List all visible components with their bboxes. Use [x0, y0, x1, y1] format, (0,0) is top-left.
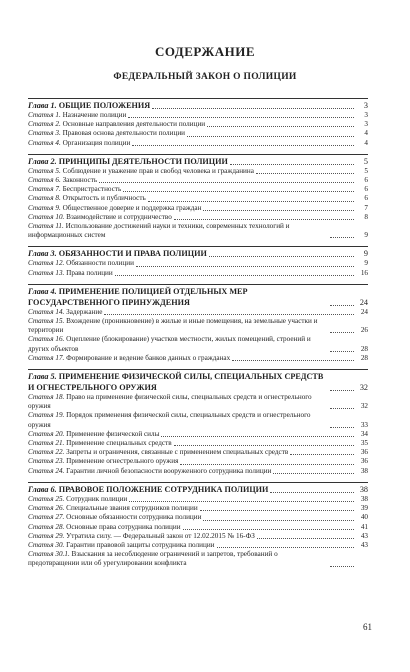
- dot-leader: [203, 210, 354, 211]
- toc-article-label: [28, 550, 328, 568]
- article-title: Утратила силу. — Федеральный закон от 12.02.2015 № 16-ФЗ: [66, 531, 255, 540]
- article-page-number: 41: [360, 522, 368, 531]
- article-page-number: 6: [364, 176, 368, 185]
- toc-article-row[interactable]: [28, 176, 368, 185]
- article-title: Оцепление (блокирование) участков местности, жилых помещений, строений и других объектов: [28, 335, 311, 353]
- toc-article-label: [28, 185, 121, 194]
- toc-article-label: [28, 129, 185, 138]
- toc-article-label: [28, 204, 201, 213]
- article-page-number: 26: [360, 326, 368, 335]
- article-page-number: 36: [360, 457, 368, 466]
- toc-article-label: [28, 541, 215, 550]
- article-page-number: 28: [360, 344, 368, 353]
- article-prefix: Статья 3.: [28, 129, 61, 138]
- article-page-number: 38: [360, 466, 368, 475]
- toc-article-label: [28, 111, 126, 120]
- dot-leader: [209, 256, 354, 257]
- article-title: Право на применение физической силы, специальных средств и огнестрельного оружия: [28, 393, 312, 411]
- article-title: Применение специальных средств: [66, 439, 172, 448]
- toc-article-label: [28, 194, 146, 203]
- article-title: Законность: [62, 176, 98, 185]
- toc-article-label: [28, 467, 271, 476]
- dot-leader: [330, 351, 354, 352]
- article-page-number: 43: [360, 540, 368, 549]
- chapter-prefix: Глава 3.: [28, 249, 57, 259]
- article-page-number: 3: [364, 111, 368, 119]
- toc-article-label: [28, 523, 181, 532]
- dot-leader: [148, 201, 354, 202]
- article-prefix: Статья 23.: [28, 457, 65, 466]
- toc-article-row[interactable]: [28, 111, 368, 120]
- dot-leader: [128, 117, 354, 118]
- toc-chapter-section: [28, 284, 368, 363]
- toc-article-label: [28, 532, 255, 541]
- toc-chapter-row[interactable]: [28, 156, 368, 167]
- dot-leader: [330, 305, 354, 306]
- toc-article-label: [28, 335, 328, 353]
- toc-article-row[interactable]: [28, 335, 368, 353]
- article-title: Задержание: [66, 307, 103, 316]
- article-page-number: 43: [360, 531, 368, 540]
- article-title: Правовая основа деятельности полиции: [62, 129, 186, 138]
- article-title: Взаимодействие и сотрудничество: [66, 212, 172, 221]
- toc-article-row[interactable]: [28, 139, 368, 148]
- article-prefix: Статья 17.: [28, 353, 65, 362]
- dot-leader: [132, 145, 354, 146]
- dot-leader: [330, 427, 354, 428]
- article-page-number: 36: [360, 448, 368, 457]
- toc-article-label: [28, 430, 159, 439]
- dot-leader: [200, 510, 354, 511]
- toc-article-row[interactable]: [28, 167, 368, 176]
- toc-article-row[interactable]: [28, 259, 368, 268]
- toc-article-row[interactable]: [28, 222, 368, 240]
- article-page-number: 6: [364, 185, 368, 194]
- article-page-number: 6: [364, 194, 368, 203]
- dot-leader: [273, 473, 354, 474]
- dot-leader: [330, 566, 354, 567]
- toc-chapter-label: [28, 484, 268, 495]
- toc-chapter-label: [28, 371, 328, 393]
- article-title: Основные направления деятельности полиции: [62, 120, 206, 129]
- toc-article-label: [28, 259, 134, 268]
- article-prefix: Статья 9.: [28, 203, 61, 212]
- toc-article-label: [28, 504, 198, 513]
- article-prefix: Статья 30.: [28, 540, 65, 549]
- toc-article-label: [28, 120, 205, 129]
- article-page-number: 39: [360, 504, 368, 513]
- article-page-number: 4: [364, 129, 368, 138]
- dot-leader: [257, 538, 354, 539]
- dot-leader: [174, 219, 354, 220]
- article-title: Взыскания за несоблюдение ограничений и запретов, требований о предотвращении или об урегулировании конфликта: [28, 550, 278, 568]
- toc-article-row[interactable]: [28, 317, 368, 335]
- toc-article-label: [28, 222, 328, 240]
- dot-leader: [203, 520, 354, 521]
- toc-article-label: [28, 269, 113, 278]
- article-title: Общественное доверие и поддержка граждан: [62, 203, 202, 212]
- article-prefix: Статья 2.: [28, 120, 61, 129]
- dot-leader: [330, 408, 354, 409]
- article-prefix: Статья 19.: [28, 411, 65, 420]
- article-prefix: Статья 12.: [28, 259, 65, 268]
- article-title: Гарантии личной безопасности вооруженного сотрудника полиции: [66, 466, 272, 475]
- article-prefix: Статья 22.: [28, 448, 65, 457]
- article-prefix: Статья 5.: [28, 166, 61, 175]
- toc-article-row[interactable]: [28, 430, 368, 439]
- toc-article-row[interactable]: [28, 513, 368, 522]
- article-page-number: 7: [364, 203, 368, 212]
- article-title: Сотрудник полиции: [66, 494, 128, 503]
- chapter-title: ПРИНЦИПЫ ДЕЯТЕЛЬНОСТИ ПОЛИЦИИ: [58, 156, 228, 166]
- article-title: Основные права сотрудника полиции: [66, 522, 181, 531]
- article-title: Гарантии правовой защиты сотрудника полиции: [66, 540, 215, 549]
- article-page-number: 28: [360, 353, 368, 362]
- article-page-number: 40: [360, 513, 368, 522]
- dot-leader: [152, 108, 354, 109]
- article-page-number: 32: [360, 402, 368, 411]
- dot-leader: [161, 436, 354, 437]
- article-title: Применение физической силы: [66, 429, 160, 438]
- article-title: Специальные звания сотрудников полиции: [66, 504, 198, 513]
- toc-chapter-section: [28, 246, 368, 277]
- dot-leader: [230, 164, 354, 165]
- chapter-prefix: Глава 5.: [28, 372, 57, 382]
- article-prefix: Статья 10.: [28, 212, 65, 221]
- toc-article-row[interactable]: [28, 354, 368, 363]
- toc-article-label: [28, 513, 201, 522]
- toc-article-label: [28, 213, 172, 222]
- article-title: Обязанности полиции: [66, 259, 134, 268]
- dot-leader: [183, 529, 354, 530]
- article-prefix: Статья 28.: [28, 522, 65, 531]
- toc-article-row[interactable]: [28, 185, 368, 194]
- article-prefix: Статья 16.: [28, 335, 65, 344]
- toc-article-label: [28, 167, 254, 176]
- chapter-title: ПРИМЕНЕНИЕ ФИЗИЧЕСКОЙ СИЛЫ, СПЕЦИАЛЬНЫХ СРЕДСТВ И ОГНЕСТРЕЛЬНОГО ОРУЖИЯ: [28, 372, 324, 393]
- chapter-page-number: 5: [363, 156, 368, 166]
- article-page-number: 35: [360, 439, 368, 448]
- toc-article-label: [28, 448, 288, 457]
- toc-article-row[interactable]: [28, 448, 368, 457]
- toc-article-row[interactable]: [28, 495, 368, 504]
- page-subtitle: ФЕДЕРАЛЬНЫЙ ЗАКОН О ПОЛИЦИИ: [113, 72, 297, 82]
- toc-article-row[interactable]: [28, 504, 368, 513]
- article-title: Организация полиции: [62, 138, 131, 147]
- article-prefix: Статья 20.: [28, 429, 65, 438]
- dot-leader: [217, 547, 354, 548]
- toc-article-row[interactable]: [28, 213, 368, 222]
- chapter-page-number: 32: [359, 383, 368, 393]
- chapter-title: ПРИМЕНЕНИЕ ПОЛИЦИЕЙ ОТДЕЛЬНЫХ МЕР ГОСУДАРСТВЕННОГО ПРИНУЖДЕНИЯ: [28, 286, 248, 307]
- toc-article-label: [28, 354, 230, 363]
- article-prefix: Статья 30.1.: [28, 550, 70, 559]
- toc-chapter-section: [28, 98, 368, 148]
- toc-chapter-label: [28, 156, 228, 167]
- toc-article-label: [28, 411, 328, 429]
- toc-article-row[interactable]: [28, 467, 368, 476]
- toc-article-label: [28, 495, 127, 504]
- toc-article-label: [28, 393, 328, 411]
- article-title: Беспристрастность: [62, 185, 122, 194]
- dot-leader: [174, 445, 354, 446]
- toc-article-label: [28, 317, 328, 335]
- chapter-prefix: Глава 1.: [28, 101, 57, 110]
- chapter-title: ОБЩИЕ ПОЛОЖЕНИЯ: [58, 101, 151, 110]
- toc-chapter-row[interactable]: [28, 100, 368, 111]
- article-page-number: 3: [364, 120, 368, 129]
- dot-leader: [104, 314, 354, 315]
- article-prefix: Статья 27.: [28, 513, 65, 522]
- toc-article-label: [28, 176, 97, 185]
- dot-leader: [187, 136, 354, 137]
- article-page-number: 4: [364, 138, 368, 147]
- toc-article-row[interactable]: [28, 439, 368, 448]
- toc-chapter-label: [28, 100, 150, 111]
- article-page-number: 16: [360, 268, 368, 277]
- chapter-page-number: 24: [359, 297, 368, 307]
- toc-article-row[interactable]: [28, 532, 368, 541]
- toc-article-row[interactable]: [28, 541, 368, 550]
- dot-leader: [180, 464, 354, 465]
- page-title: СОДЕРЖАНИЕ: [154, 44, 256, 59]
- article-title: Запреты и ограничения, связанные с применением специальных средств: [66, 448, 289, 457]
- table-of-contents: [28, 98, 368, 575]
- toc-article-label: [28, 457, 178, 466]
- article-prefix: Статья 11.: [28, 222, 64, 231]
- toc-article-row[interactable]: [28, 457, 368, 466]
- toc-article-row[interactable]: [28, 550, 368, 568]
- article-title: Права полиции: [66, 268, 113, 277]
- article-title: Соблюдение и уважение прав и свобод человека и гражданина: [62, 166, 254, 175]
- article-page-number: 5: [364, 166, 368, 175]
- article-prefix: Статья 15.: [28, 317, 65, 326]
- dot-leader: [330, 332, 354, 333]
- dot-leader: [290, 454, 354, 455]
- article-page-number: 34: [360, 429, 368, 438]
- toc-article-row[interactable]: [28, 204, 368, 213]
- article-prefix: Статья 21.: [28, 439, 65, 448]
- article-prefix: Статья 4.: [28, 138, 61, 147]
- article-prefix: Статья 14.: [28, 307, 65, 316]
- article-prefix: Статья 1.: [28, 111, 61, 119]
- chapter-title: ОБЯЗАННОСТИ И ПРАВА ПОЛИЦИИ: [58, 249, 207, 259]
- article-page-number: 8: [364, 212, 368, 221]
- article-prefix: Статья 7.: [28, 185, 61, 194]
- chapter-prefix: Глава 4.: [28, 286, 57, 296]
- dot-leader: [129, 501, 354, 502]
- article-prefix: Статья 29.: [28, 531, 65, 540]
- dot-leader: [232, 360, 354, 361]
- chapter-prefix: Глава 6.: [28, 484, 57, 494]
- article-title: Вхождение (проникновение) в жилые и иные помещения, на земельные участки и территории: [28, 317, 318, 335]
- toc-chapter-section: [28, 482, 368, 569]
- article-title: Порядок применения физической силы, специальных средств и огнестрельного оружия: [28, 411, 311, 429]
- article-title: Основные обязанности сотрудника полиции: [66, 513, 202, 522]
- article-title: Использование достижений науки и техники, современных технологий и информационных систем: [28, 222, 290, 240]
- article-page-number: 33: [360, 420, 368, 429]
- article-page-number: 9: [364, 231, 368, 240]
- toc-article-row[interactable]: [28, 194, 368, 203]
- dot-leader: [330, 237, 354, 238]
- article-prefix: Статья 25.: [28, 494, 65, 503]
- toc-chapter-row[interactable]: [28, 371, 368, 393]
- article-prefix: Статья 6.: [28, 176, 61, 185]
- toc-article-label: [28, 308, 102, 317]
- dot-leader: [136, 266, 354, 267]
- article-prefix: Статья 26.: [28, 504, 65, 513]
- toc-chapter-section: [28, 154, 368, 241]
- dot-leader: [123, 191, 354, 192]
- toc-chapter-row[interactable]: [28, 484, 368, 495]
- toc-chapter-label: [28, 286, 328, 308]
- dot-leader: [115, 275, 354, 276]
- toc-chapter-row[interactable]: [28, 248, 368, 259]
- article-page-number: 38: [360, 494, 368, 503]
- toc-article-row[interactable]: [28, 269, 368, 278]
- toc-chapter-section: [28, 369, 368, 476]
- article-page-number: 9: [364, 259, 368, 268]
- article-prefix: Статья 8.: [28, 194, 61, 203]
- toc-article-label: [28, 139, 130, 148]
- chapter-title: ПРАВОВОЕ ПОЛОЖЕНИЕ СОТРУДНИКА ПОЛИЦИИ: [58, 484, 269, 494]
- dot-leader: [330, 390, 354, 391]
- toc-chapter-label: [28, 248, 207, 259]
- chapter-page-number: 38: [359, 484, 368, 494]
- chapter-prefix: Глава 2.: [28, 156, 57, 166]
- article-page-number: 24: [360, 307, 368, 316]
- article-title: Назначение полиции: [62, 111, 127, 119]
- article-prefix: Статья 13.: [28, 268, 65, 277]
- toc-article-row[interactable]: [28, 129, 368, 138]
- dot-leader: [99, 182, 354, 183]
- dot-leader: [270, 492, 354, 493]
- chapter-page-number: 9: [363, 249, 368, 259]
- toc-article-row[interactable]: [28, 308, 368, 317]
- toc-article-row[interactable]: [28, 393, 368, 411]
- toc-article-label: [28, 439, 172, 448]
- toc-article-row[interactable]: [28, 523, 368, 532]
- toc-chapter-row[interactable]: [28, 286, 368, 308]
- page-number: 61: [363, 622, 372, 632]
- toc-article-row[interactable]: [28, 411, 368, 429]
- article-title: Открытость и публичность: [62, 194, 146, 203]
- article-title: Применение огнестрельного оружия: [66, 457, 179, 466]
- article-prefix: Статья 24.: [28, 466, 65, 475]
- article-prefix: Статья 18.: [28, 393, 65, 402]
- article-title: Формирование и ведение банков данных о гражданах: [66, 353, 231, 362]
- dot-leader: [256, 173, 354, 174]
- chapter-page-number: 3: [363, 101, 368, 110]
- dot-leader: [207, 126, 354, 127]
- toc-article-row[interactable]: [28, 120, 368, 129]
